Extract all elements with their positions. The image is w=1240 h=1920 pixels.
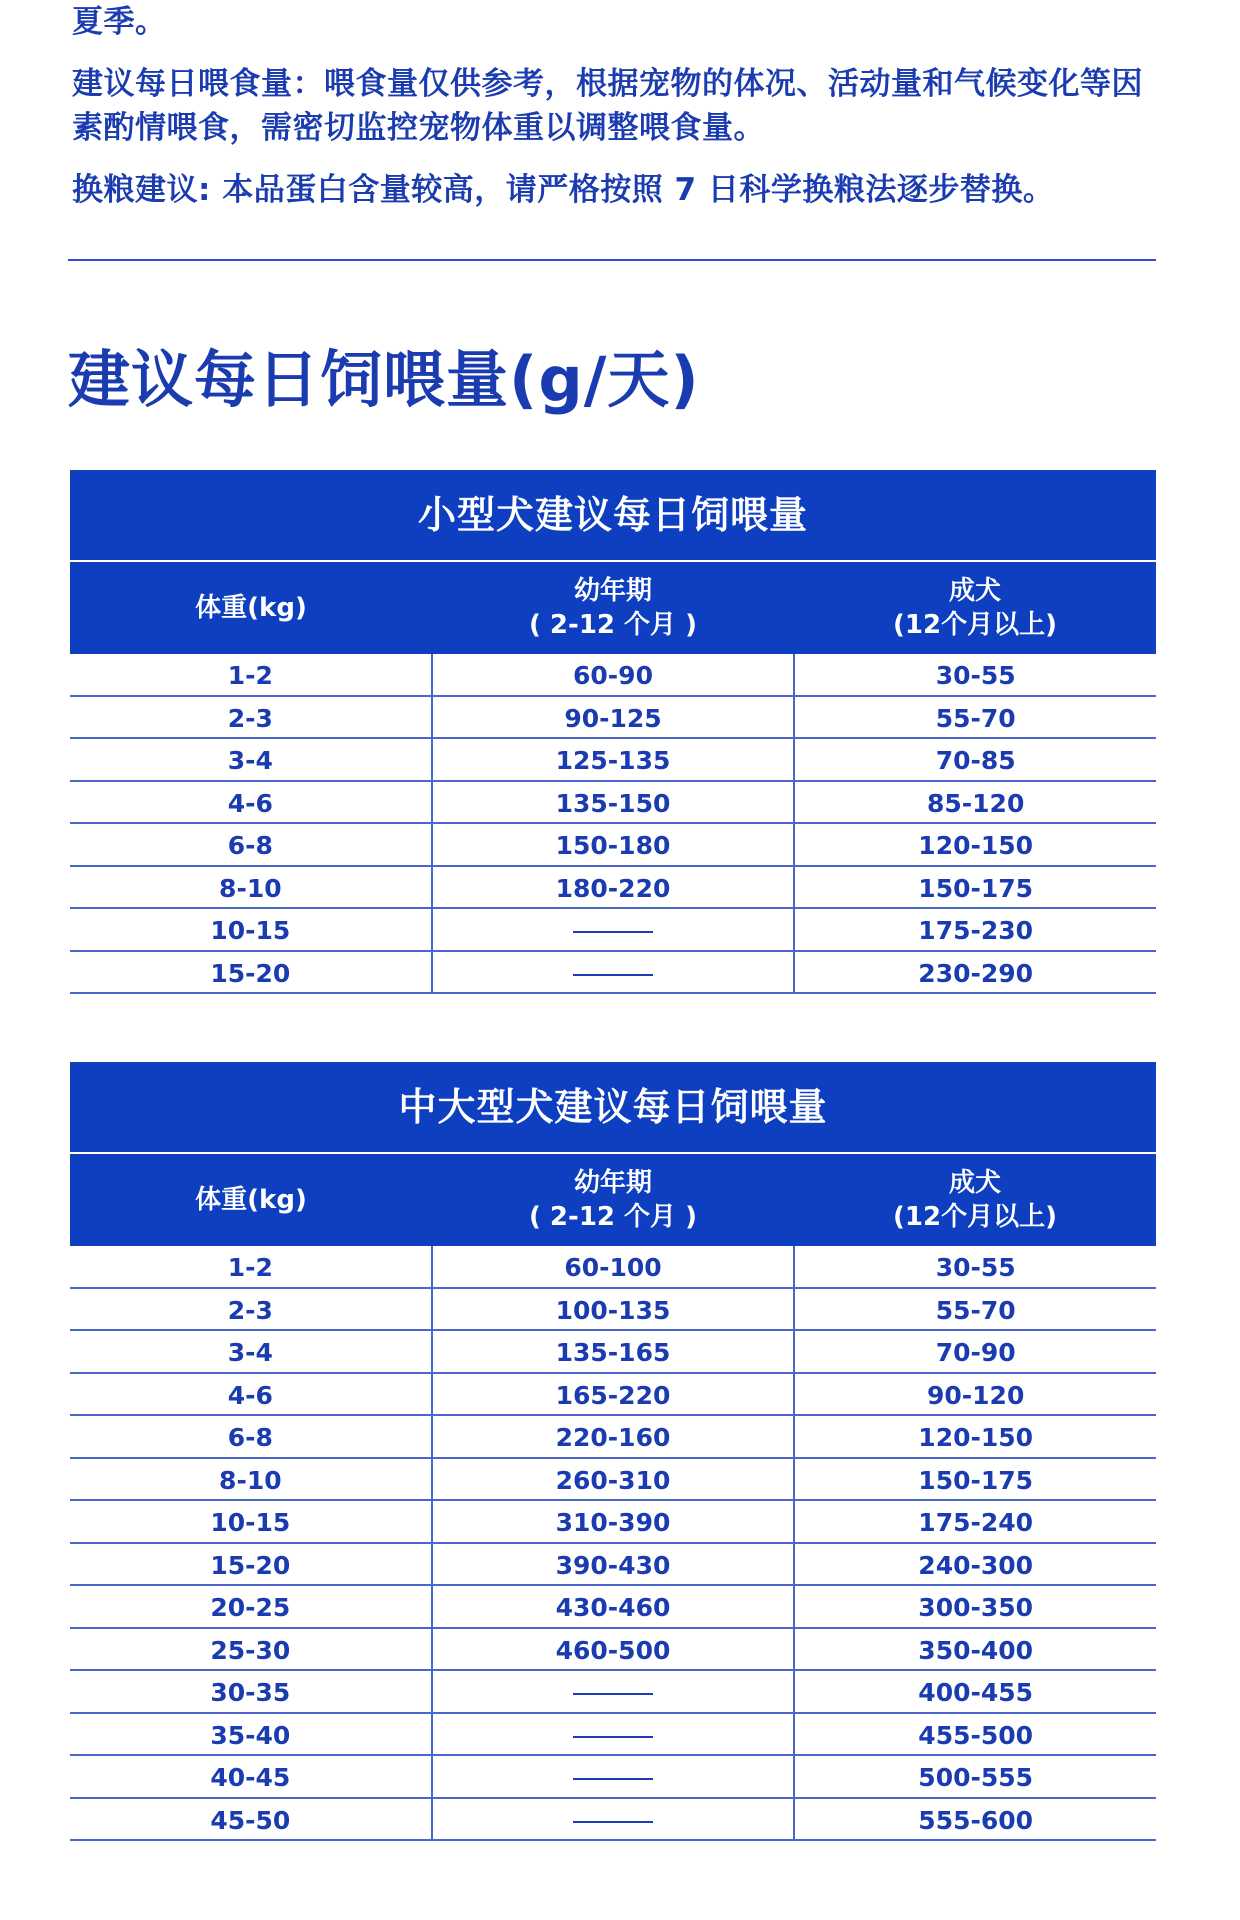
table-row xyxy=(70,952,1156,995)
feeding-advice-paragraph xyxy=(72,62,1172,150)
column-header-puppy-line1: 幼年期 xyxy=(573,576,652,606)
table-row xyxy=(70,697,1156,740)
table-row xyxy=(70,782,1156,825)
intro-season-text xyxy=(72,0,1172,44)
weight-cell: 15-20 xyxy=(210,1550,291,1580)
table-row xyxy=(70,824,1156,867)
table-row xyxy=(70,1586,1156,1629)
adult-amount-cell: 30-55 xyxy=(793,1246,1156,1287)
table-row xyxy=(70,909,1156,952)
table-title: 小型犬建议每日饲喂量 xyxy=(70,470,1156,562)
table-header-row xyxy=(70,562,1156,654)
not-applicable-dash xyxy=(573,1778,653,1780)
page-title: 建议每日饲喂量(g/天) xyxy=(68,343,700,416)
table-row xyxy=(70,1331,1156,1374)
table-row xyxy=(70,1374,1156,1417)
weight-cell: 1-2 xyxy=(227,1253,273,1282)
not-applicable-dash xyxy=(573,931,653,933)
season-tail: 夏季。 xyxy=(72,4,167,40)
switch-advice-paragraph xyxy=(72,168,1172,212)
weight-cell: 30-35 xyxy=(210,1678,291,1707)
adult-amount-cell: 150-175 xyxy=(793,867,1156,908)
adult-amount-cell: 240-300 xyxy=(793,1544,1156,1585)
adult-amount-cell: 55-70 xyxy=(793,697,1156,738)
puppy-amount-cell xyxy=(431,1756,794,1797)
puppy-amount-cell: 90-125 xyxy=(431,697,794,738)
puppy-amount-cell: 260-310 xyxy=(431,1459,794,1500)
weight-cell: 8-10 xyxy=(219,1465,282,1495)
table-row xyxy=(70,1799,1156,1842)
column-header-adult xyxy=(794,1154,1156,1246)
puppy-amount-cell: 460-500 xyxy=(431,1629,794,1670)
weight-cell: 6-8 xyxy=(227,1423,273,1452)
table-row xyxy=(70,739,1156,782)
adult-amount-cell: 70-85 xyxy=(793,739,1156,780)
weight-cell: 35-40 xyxy=(210,1720,291,1750)
table-row xyxy=(70,1756,1156,1799)
not-applicable-dash xyxy=(573,974,653,976)
adult-amount-cell: 175-230 xyxy=(793,909,1156,950)
adult-amount-cell: 120-150 xyxy=(793,1416,1156,1457)
table-row xyxy=(70,1629,1156,1672)
not-applicable-dash xyxy=(573,1693,653,1695)
weight-cell: 2-3 xyxy=(227,703,273,733)
puppy-amount-cell xyxy=(431,952,794,993)
weight-cell: 15-20 xyxy=(210,958,291,988)
puppy-amount-cell: 220-160 xyxy=(431,1416,794,1457)
adult-amount-cell: 400-455 xyxy=(793,1671,1156,1712)
table-row xyxy=(70,1289,1156,1332)
adult-amount-cell: 350-400 xyxy=(793,1629,1156,1670)
adult-amount-cell: 500-555 xyxy=(793,1756,1156,1797)
feeding-advice-label: 建议每日喂食量： xyxy=(72,66,324,102)
table-row xyxy=(70,1501,1156,1544)
puppy-amount-cell xyxy=(431,1671,794,1712)
weight-cell: 4-6 xyxy=(227,1380,273,1410)
puppy-amount-cell xyxy=(431,909,794,950)
table-header-row xyxy=(70,1154,1156,1246)
adult-amount-cell: 175-240 xyxy=(793,1501,1156,1542)
adult-amount-cell: 455-500 xyxy=(793,1714,1156,1755)
column-header-weight xyxy=(70,562,432,654)
puppy-amount-cell: 60-100 xyxy=(431,1246,794,1287)
puppy-amount-cell: 135-165 xyxy=(431,1331,794,1372)
weight-cell: 3-4 xyxy=(227,1338,273,1367)
puppy-amount-cell: 390-430 xyxy=(431,1544,794,1585)
table-row xyxy=(70,867,1156,910)
puppy-amount-cell: 165-220 xyxy=(431,1374,794,1415)
table-row xyxy=(70,1714,1156,1757)
puppy-amount-cell: 125-135 xyxy=(431,739,794,780)
adult-amount-cell: 150-175 xyxy=(793,1459,1156,1500)
table-row xyxy=(70,1246,1156,1289)
feeding-advice-text: 喂食量仅供参考，根据宠物的体况、活动量和气候变化等因素酌情喂食，需密切监控宠物体重以调整喂食量。 xyxy=(72,66,1143,146)
not-applicable-dash xyxy=(573,1736,653,1738)
small-dog-feeding-table xyxy=(70,470,1156,994)
puppy-amount-cell: 150-180 xyxy=(431,824,794,865)
column-header-puppy-line2: ( 2-12 个月 ) xyxy=(529,610,697,640)
switch-advice-text: 本品蛋白含量较高，请严格按照 7 日科学换粮法逐步替换。 xyxy=(210,172,1055,208)
column-header-adult xyxy=(794,562,1156,654)
adult-amount-cell: 90-120 xyxy=(793,1374,1156,1415)
puppy-amount-cell: 60-90 xyxy=(431,654,794,695)
weight-cell: 1-2 xyxy=(227,661,273,690)
adult-amount-cell: 120-150 xyxy=(793,824,1156,865)
weight-cell: 20-25 xyxy=(210,1593,291,1622)
table-body xyxy=(70,1246,1156,1841)
puppy-amount-cell xyxy=(431,1799,794,1840)
puppy-amount-cell: 430-460 xyxy=(431,1586,794,1627)
table-row xyxy=(70,654,1156,697)
puppy-amount-cell: 310-390 xyxy=(431,1501,794,1542)
section-divider xyxy=(68,259,1156,261)
weight-cell: 10-15 xyxy=(210,1508,291,1537)
table-row xyxy=(70,1416,1156,1459)
puppy-amount-cell xyxy=(431,1714,794,1755)
column-header-puppy xyxy=(432,562,794,654)
adult-amount-cell: 55-70 xyxy=(793,1289,1156,1330)
adult-amount-cell: 85-120 xyxy=(793,782,1156,823)
puppy-amount-cell: 180-220 xyxy=(431,867,794,908)
weight-cell: 8-10 xyxy=(219,873,282,903)
column-header-weight xyxy=(70,1154,432,1246)
column-header-adult-line2: (12个月以上) xyxy=(893,610,1057,640)
adult-amount-cell: 300-350 xyxy=(793,1586,1156,1627)
puppy-amount-cell: 100-135 xyxy=(431,1289,794,1330)
table-row xyxy=(70,1671,1156,1714)
puppy-amount-cell: 135-150 xyxy=(431,782,794,823)
column-header-puppy-line2: ( 2-12 个月 ) xyxy=(529,1202,697,1232)
table-body xyxy=(70,654,1156,994)
weight-cell: 10-15 xyxy=(210,916,291,945)
large-dog-feeding-table xyxy=(70,1062,1156,1841)
weight-cell: 3-4 xyxy=(227,746,273,775)
table-row xyxy=(70,1459,1156,1502)
adult-amount-cell: 30-55 xyxy=(793,654,1156,695)
weight-cell: 25-30 xyxy=(210,1635,291,1665)
column-header-adult-line2: (12个月以上) xyxy=(893,1202,1057,1232)
table-row xyxy=(70,1544,1156,1587)
weight-cell: 40-45 xyxy=(210,1763,291,1792)
switch-advice-label: 换粮建议: xyxy=(72,172,211,208)
weight-cell: 6-8 xyxy=(227,831,273,860)
weight-cell: 45-50 xyxy=(210,1805,291,1835)
column-header-adult-line1: 成犬 xyxy=(948,576,1001,606)
adult-amount-cell: 70-90 xyxy=(793,1331,1156,1372)
adult-amount-cell: 230-290 xyxy=(793,952,1156,993)
table-title: 中大型犬建议每日饲喂量 xyxy=(70,1062,1156,1154)
weight-cell: 2-3 xyxy=(227,1295,273,1325)
not-applicable-dash xyxy=(573,1821,653,1823)
adult-amount-cell: 555-600 xyxy=(793,1799,1156,1840)
column-header-weight-label: 体重(kg) xyxy=(195,1185,307,1215)
column-header-adult-line1: 成犬 xyxy=(948,1168,1001,1198)
weight-cell: 4-6 xyxy=(227,788,273,818)
column-header-weight-label: 体重(kg) xyxy=(195,593,307,623)
column-header-puppy-line1: 幼年期 xyxy=(573,1168,652,1198)
column-header-puppy xyxy=(432,1154,794,1246)
